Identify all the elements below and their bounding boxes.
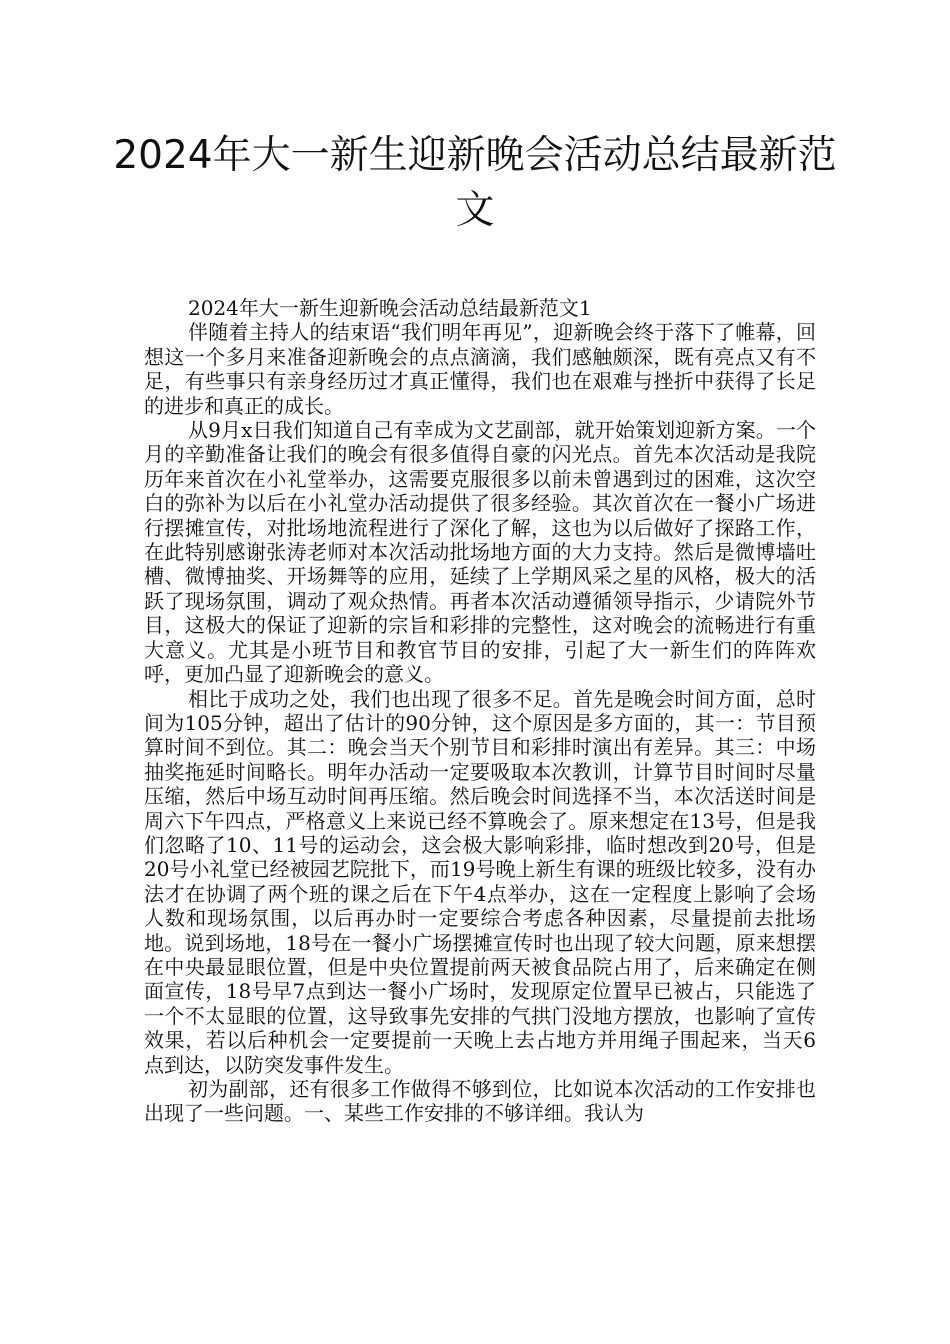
document-body xyxy=(144,296,816,1126)
paragraph: 伴随着主持人的结束语“我们明年再见”，迎新晚会终于落下了帷幕，回想这一个多月来准备迎新晚会的点点滴滴，我们感触颇深，既有亮点又有不足，有些事只有亲身经历过才真正懂得，我们也在艰难与挫折中获得了长足的进步和真正的成长。 xyxy=(144,320,816,418)
paragraph: 初为副部，还有很多工作做得不够到位，比如说本次活动的工作安排也出现了一些问题。一、某些工作安排的不够详细。我认为 xyxy=(144,1077,816,1126)
paragraph-heading: 2024年大一新生迎新晚会活动总结最新范文1 xyxy=(188,296,592,320)
paragraph: 从9月x日我们知道自己有幸成为文艺副部，就开始策划迎新方案。一个月的辛勤准备让我们的晚会有很多值得自豪的闪光点。首先本次活动是我院历年来首次在小礼堂举办，这需要克服很多以前未曾遇到过的困难，这次空白的弥补为以后在小礼堂办活动提供了很多经验。其次首次在一餐小广场进行摆摊宣传，对批场地流程进行了深化了解，这也为以后做好了探路工作，在此特别感谢张涛老师对本次活动批场地方面的大力支持。然后是微博墙吐槽、微博抽奖、开场舞等的应用，延续了上学期风采之星的风格，极大的活跃了现场氛围，调动了观众热情。再者本次活动遵循领导指示，少请院外节目，这极大的保证了迎新的宗旨和彩排的完整性，这对晚会的流畅进行有重大意义。尤其是小班节目和教官节目的安排，引起了大一新生们的阵阵欢呼，更加凸显了迎新晚会的意义。 xyxy=(144,418,816,687)
paragraph: 相比于成功之处，我们也出现了很多不足。首先是晚会时间方面，总时间为105分钟，超出了估计的90分钟，这个原因是多方面的，其一：节目预算时间不到位。其二：晚会当天个别节目和彩排时演出有差异。其三：中场抽奖拖延时间略长。明年办活动一定要吸取本次教训，计算节目时间时尽量压缩，然后中场互动时间再压缩。然后晚会时间选择不当，本次活送时间是周六下午四点，严格意义上来说已经不算晚会了。原来想定在13号，但是我们忽略了10、11号的运动会，这会极大影响彩排，临时想改到20号，但是20号小礼堂已经被园艺院批下，而19号晚上新生有课的班级比较多，没有办法才在协调了两个班的课之后在下午4点举办，这在一定程度上影响了会场人数和现场氛围，以后再办时一定要综合考虑各种因素，尽量提前去批场地。说到场地，18号在一餐小广场摆摊宣传时也出现了较大问题，原来想摆在中央最显眼位置，但是中央位置提前两天被食品院占用了，后来确定在侧面宣传，18号早7点到达一餐小广场时，发现原定位置早已被占，只能选了一个不太显眼的位置，这导致事先安排的气拱门没地方摆放，也影响了宣传效果，若以后种机会一定要提前一天晚上去占地方并用绳子围起来，当天6点到达，以防突发事件发生。 xyxy=(144,686,816,1077)
document-title: 2024年大一新生迎新晚会活动总结最新范文 xyxy=(113,133,837,233)
